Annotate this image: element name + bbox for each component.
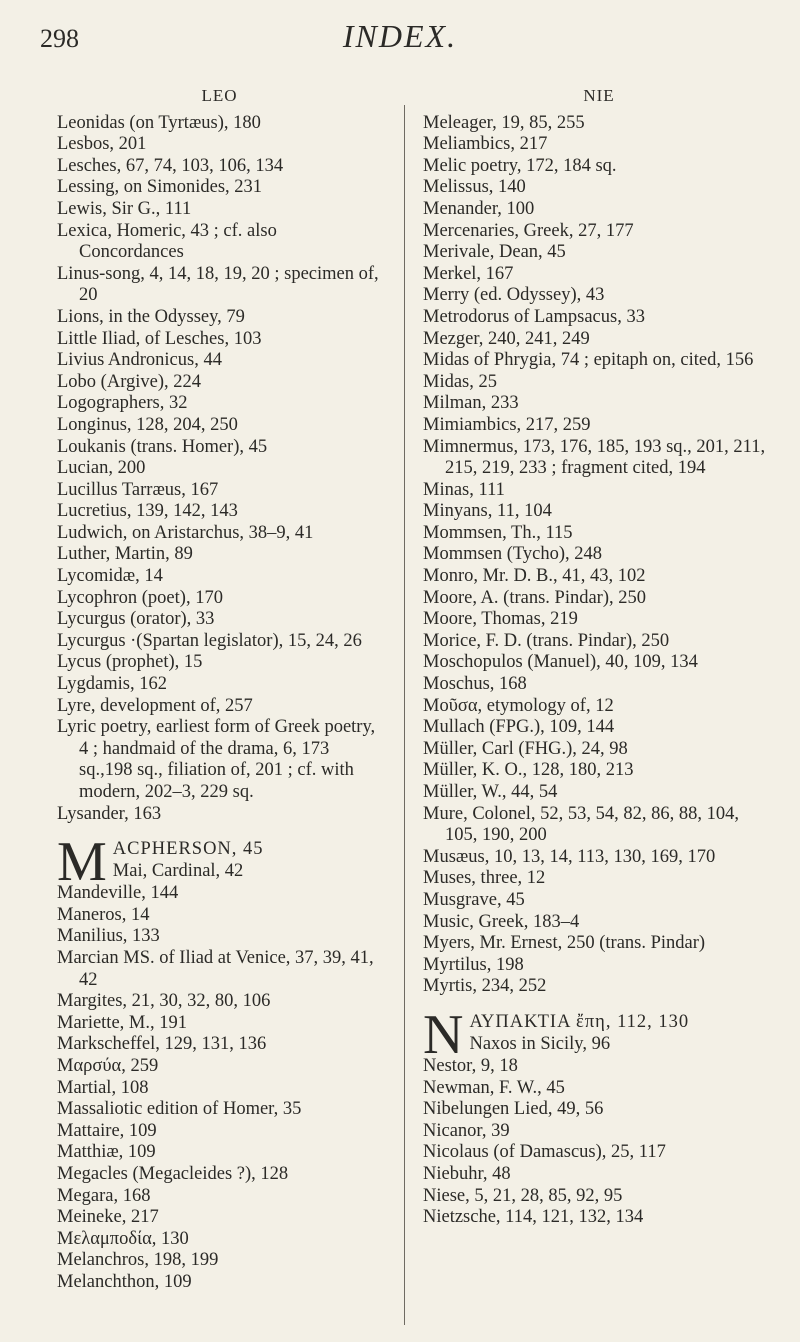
index-entry: Melic poetry, 172, 184 sq. xyxy=(423,155,617,176)
index-entry: Müller, W., 44, 54 xyxy=(423,782,558,802)
index-entry: Niebuhr, 48 xyxy=(423,1163,511,1184)
index-entry: Loukanis (trans. Homer), 45 xyxy=(57,436,268,457)
index-entry: Midas of Phrygia, 74 ; epitaph on, cited, 156 xyxy=(423,350,754,371)
index-entry: Lesches, 67, 74, 103, 106, 134 xyxy=(57,155,284,176)
index-entry: Marcian MS. of Iliad at Venice, 37, 39, 41, 42 xyxy=(57,947,374,990)
index-entry: Nicolaus (of Damascus), 25, 117 xyxy=(423,1142,666,1163)
index-entry: Mommsen (Tycho), 248 xyxy=(423,544,603,565)
index-entry: Ludwich, on Aristarchus, 38–9, 41 xyxy=(57,522,314,543)
index-entry: Mattaire, 109 xyxy=(57,1120,157,1141)
index-entry: Mercenaries, Greek, 27, 177 xyxy=(423,220,634,241)
index-entry: Markscheffel, 129, 131, 136 xyxy=(57,1034,267,1055)
index-entry: Midas, 25 xyxy=(423,371,497,392)
index-entry: Nestor, 9, 18 xyxy=(423,1055,518,1076)
index-entry: Mimiambics, 217, 259 xyxy=(423,414,591,435)
index-entry: Luther, Martin, 89 xyxy=(57,544,193,565)
index-entry: Myrtilus, 198 xyxy=(423,954,524,975)
index-entry: Naxos in Sicily, 96 xyxy=(469,1033,611,1054)
section-n xyxy=(423,1003,775,1229)
index-entry: Myers, Mr. Ernest, 250 (trans. Pindar) xyxy=(423,933,706,954)
index-entry: ΑΥΠΑΚΤΙΑ ἔπη, 112, 130 xyxy=(469,1011,690,1032)
index-entry: Lysander, 163 xyxy=(57,803,162,824)
index-entry: Minas, 111 xyxy=(423,479,505,500)
left-entries xyxy=(57,113,382,826)
index-entry: Megacles (Megacleides ?), 128 xyxy=(57,1163,289,1184)
index-entry: Mure, Colonel, 52, 53, 54, 82, 86, 88, 104, 105, 190, 200 xyxy=(423,803,740,846)
guide-word-right: NIE xyxy=(583,86,615,105)
index-entry: Lucretius, 139, 142, 143 xyxy=(57,501,238,522)
index-entry: Monro, Mr. D. B., 41, 43, 102 xyxy=(423,566,646,587)
index-entry: Μοῦσα, etymology of, 12 xyxy=(423,695,614,716)
index-entry: Moschopulos (Manuel), 40, 109, 134 xyxy=(423,652,698,673)
index-entry: Martial, 108 xyxy=(57,1077,149,1098)
index-entry: Minyans, 11, 104 xyxy=(423,501,552,522)
drop-cap-m: M xyxy=(57,831,107,894)
index-entry: Lions, in the Odyssey, 79 xyxy=(57,306,245,327)
index-entry: Niese, 5, 21, 28, 85, 92, 95 xyxy=(423,1185,623,1206)
index-entry: Lessing, on Simonides, 231 xyxy=(57,177,263,198)
index-entry: Massaliotic edition of Homer, 35 xyxy=(57,1099,302,1120)
index-entry: Lewis, Sir G., 111 xyxy=(57,198,192,219)
index-entry: Megara, 168 xyxy=(57,1185,151,1206)
index-entry: Mariette, M., 191 xyxy=(57,1012,187,1033)
index-entry: ACPHERSON, 45 xyxy=(112,839,264,860)
index-entry: Longinus, 128, 204, 250 xyxy=(57,414,238,435)
index-entry: Mullach (FPG.), 109, 144 xyxy=(423,717,615,738)
index-entry: Meleager, 19, 85, 255 xyxy=(423,112,585,133)
index-entry: Merivale, Dean, 45 xyxy=(423,242,566,263)
index-entry: Merkel, 167 xyxy=(423,263,514,284)
index-entry: Merry (ed. Odyssey), 43 xyxy=(423,285,605,306)
page-header xyxy=(0,18,800,58)
index-entry: Lycus (prophet), 15 xyxy=(57,652,203,673)
guide-word-left: LEO xyxy=(201,86,238,105)
index-entry: Melanchthon, 109 xyxy=(57,1271,192,1292)
index-entry: Musgrave, 45 xyxy=(423,889,525,910)
index-entry: Mimnermus, 173, 176, 185, 193 sq., 201, 211, 215, 219, 233 ; fragment cited, 194 xyxy=(423,436,766,479)
index-entry: Μελαμποδία, 130 xyxy=(57,1228,189,1249)
index-entry: Lobo (Argive), 224 xyxy=(57,371,202,392)
index-entry: Linus-song, 4, 14, 18, 19, 20 ; specimen of, 20 xyxy=(57,263,379,306)
index-entry: Moore, Thomas, 219 xyxy=(423,609,578,630)
index-entry: Logographers, 32 xyxy=(57,393,188,414)
index-entry: Lexica, Homeric, 43 ; cf. also Concordances xyxy=(57,220,277,263)
index-entry: Lyre, development of, 257 xyxy=(57,695,253,716)
index-entry: Manilius, 133 xyxy=(57,926,160,947)
index-entry: Menander, 100 xyxy=(423,198,535,219)
index-entry: Nicanor, 39 xyxy=(423,1120,510,1141)
index-entry: Newman, F. W., 45 xyxy=(423,1077,565,1098)
index-entry: Müller, Carl (FHG.), 24, 98 xyxy=(423,738,628,759)
index-entry: Lycurgus (orator), 33 xyxy=(57,609,215,630)
index-entry: Livius Andronicus, 44 xyxy=(57,350,222,371)
index-entry: Müller, K. O., 128, 180, 213 xyxy=(423,760,634,781)
index-entry: Leonidas (on Tyrtæus), 180 xyxy=(57,112,261,133)
index-entry: Lycurgus ·(Spartan legislator), 15, 24, 26 xyxy=(57,630,362,651)
index-entry: Lucian, 200 xyxy=(57,458,146,479)
index-entry: Mommsen, Th., 115 xyxy=(423,522,573,543)
right-column xyxy=(423,85,775,1229)
index-entry: Melissus, 140 xyxy=(423,177,526,198)
index-entry: Lycophron (poet), 170 xyxy=(57,587,223,608)
index-entry: Mai, Cardinal, 42 xyxy=(112,860,244,881)
index-entry: Moschus, 168 xyxy=(423,674,527,695)
left-column xyxy=(57,85,382,1293)
index-entry: Mezger, 240, 241, 249 xyxy=(423,328,590,349)
index-entry: Nibelungen Lied, 49, 56 xyxy=(423,1099,604,1120)
index-entry: Meineke, 217 xyxy=(57,1207,159,1228)
m-entries xyxy=(57,883,382,1293)
right-entries xyxy=(423,113,775,998)
index-entry: Myrtis, 234, 252 xyxy=(423,976,547,997)
index-entry: Lycomidæ, 14 xyxy=(57,566,163,587)
column-divider xyxy=(404,105,405,1325)
index-entry: Lygdamis, 162 xyxy=(57,674,167,695)
running-title: INDEX. xyxy=(342,18,458,54)
drop-cap-n: N xyxy=(423,1003,464,1066)
index-entry: Maneros, 14 xyxy=(57,904,150,925)
index-entry: Muses, three, 12 xyxy=(423,868,546,889)
index-entry: Melanchros, 198, 199 xyxy=(57,1250,219,1271)
index-entry: Matthiæ, 109 xyxy=(57,1142,156,1163)
index-entry: Moore, A. (trans. Pindar), 250 xyxy=(423,587,646,608)
index-entry: Μαρσύα, 259 xyxy=(57,1055,159,1076)
index-entry: Milman, 233 xyxy=(423,393,519,414)
page-number: 298 xyxy=(40,24,79,53)
index-entry: Music, Greek, 183–4 xyxy=(423,911,580,932)
index-entry: Metrodorus of Lampsacus, 33 xyxy=(423,306,645,327)
index-entry: Little Iliad, of Lesches, 103 xyxy=(57,328,262,349)
index-entry: Margites, 21, 30, 32, 80, 106 xyxy=(57,991,271,1012)
index-entry: Lucillus Tarræus, 167 xyxy=(57,479,219,500)
index-entry: Musæus, 10, 13, 14, 113, 130, 169, 170 xyxy=(423,846,716,867)
section-m xyxy=(57,831,382,1293)
index-entry: Lyric poetry, earliest form of Greek poetry, 4 ; handmaid of the drama, 6, 173 sq.,198 sq., filiation of, 201 ; cf. with modern, 202–3, 229 sq. xyxy=(57,717,376,802)
index-entry: Nietzsche, 114, 121, 132, 134 xyxy=(423,1207,644,1228)
n-entries xyxy=(423,1056,775,1229)
index-entry: Morice, F. D. (trans. Pindar), 250 xyxy=(423,630,670,651)
index-entry: Mandeville, 144 xyxy=(57,883,179,904)
index-entry: Meliambics, 217 xyxy=(423,134,548,155)
index-entry: Lesbos, 201 xyxy=(57,134,147,155)
